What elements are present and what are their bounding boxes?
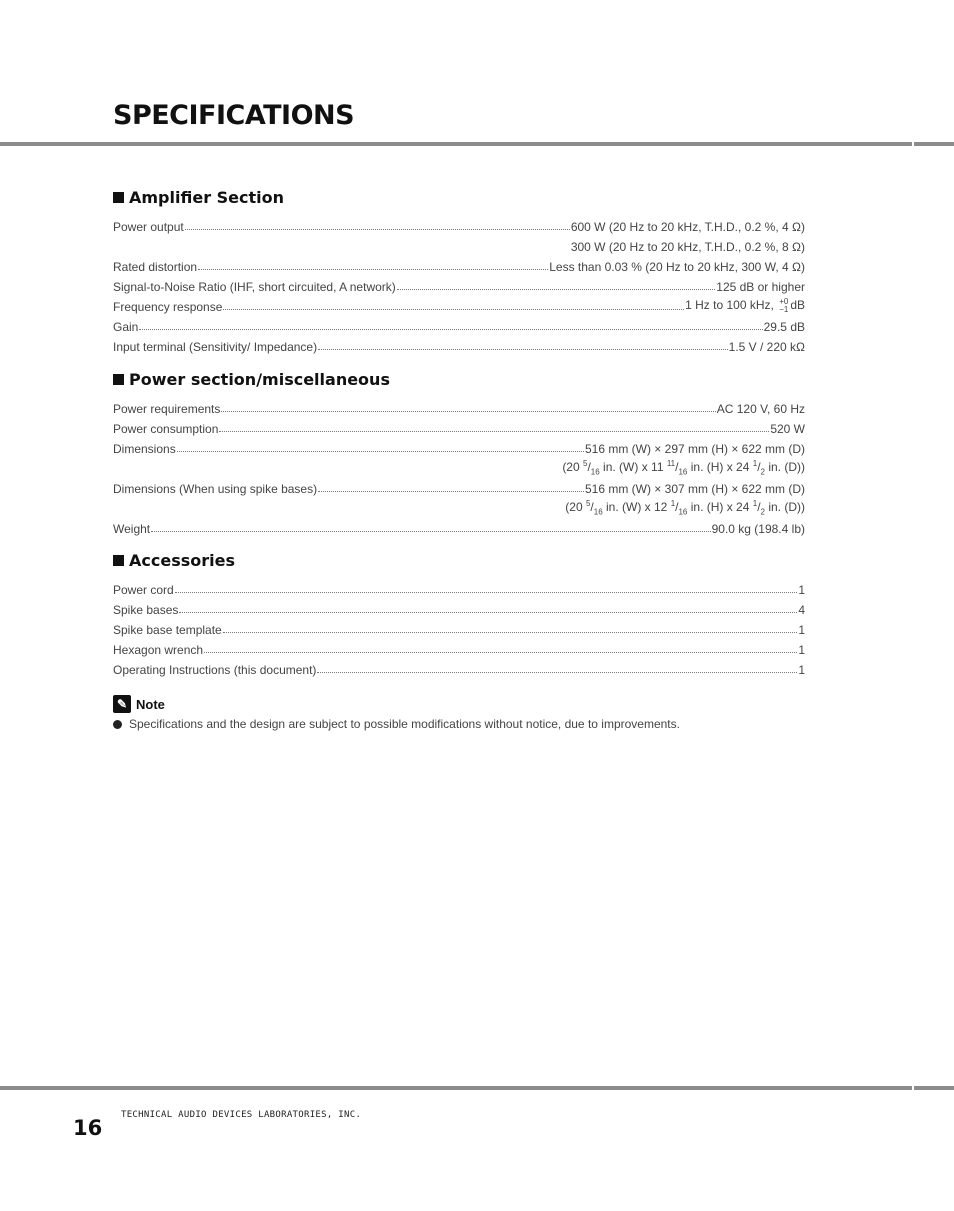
accessory-row: Spike base template 1 <box>113 623 805 637</box>
bullet-dot-icon <box>113 720 122 729</box>
spec-row-power-output-8ohm: 300 W (20 Hz to 20 kHz, T.H.D., 0.2 %, 8 Ω) <box>570 240 805 254</box>
page-number: 16 <box>73 1116 103 1140</box>
power-section <box>113 368 805 536</box>
spec-row-dimensions-spike: Dimensions (When using spike bases) 516 mm (W) × 307 mm (H) × 622 mm (D) <box>113 482 805 496</box>
spec-row-weight: Weight 90.0 kg (198.4 lb) <box>113 522 805 536</box>
bottom-rule-end <box>914 1086 954 1090</box>
spec-row-dimensions-inches: (20 $^5/_{16}$ in. (W) x 11 $^{11}/_{16}$ in. (H) x 24 $^1/_2$ in. (D)) <box>562 458 805 476</box>
accessories-heading: Accessories <box>113 549 805 571</box>
accessory-row: Hexagon wrench 1 <box>113 643 805 657</box>
square-bullet-icon <box>113 374 124 385</box>
spec-row-dimensions-spike-inches: (20 $^5/_{16}$ in. (W) x 12 $^1/_{16}$ in. (H) x 24 $^1/_2$ in. (D)) <box>565 498 805 516</box>
spec-row-input-terminal: Input terminal (Sensitivity/ Impedance) 1.5 V / 220 kΩ <box>113 340 805 354</box>
frequency-tolerance: +0 −1 <box>779 297 789 314</box>
page-title: SPECIFICATIONS <box>113 100 355 131</box>
note-box <box>113 694 833 733</box>
bottom-rule <box>0 1086 912 1090</box>
spec-row-snr: Signal-to-Noise Ratio (IHF, short circuited, A network) 125 dB or higher <box>113 280 805 294</box>
pencil-note-icon: ✎ <box>113 695 131 713</box>
accessories-section <box>113 549 805 677</box>
square-bullet-icon <box>113 192 124 203</box>
spec-row-frequency-response: Frequency response 1 Hz to 100 kHz, +0 −1 dB <box>113 297 805 314</box>
accessory-row: Power cord 1 <box>113 583 805 597</box>
top-rule-end <box>914 142 954 146</box>
top-rule <box>0 142 912 146</box>
amplifier-heading: Amplifier Section <box>113 186 805 208</box>
accessory-row: Spike bases 4 <box>113 603 805 617</box>
spec-row-rated-distortion: Rated distortion Less than 0.03 % (20 Hz to 20 kHz, 300 W, 4 Ω) <box>113 260 805 274</box>
power-heading: Power section/miscellaneous <box>113 368 805 390</box>
company-name: TECHNICAL AUDIO DEVICES LABORATORIES, INC. <box>121 1110 362 1120</box>
amplifier-section <box>113 186 805 354</box>
spec-row-dimensions: Dimensions 516 mm (W) × 297 mm (H) × 622 mm (D) <box>113 442 805 456</box>
spec-row-gain: Gain 29.5 dB <box>113 320 805 334</box>
spec-row-power-requirements: Power requirements AC 120 V, 60 Hz <box>113 402 805 416</box>
note-heading: ✎ Note <box>113 694 833 714</box>
accessory-row: Operating Instructions (this document) 1 <box>113 663 805 677</box>
spec-row-power-output: Power output 600 W (20 Hz to 20 kHz, T.H.D., 0.2 %, 4 Ω) <box>113 220 805 234</box>
square-bullet-icon <box>113 555 124 566</box>
note-item: Specifications and the design are subject to possible modifications without notice, due to improvements. <box>113 715 833 733</box>
spec-row-power-consumption: Power consumption 520 W <box>113 422 805 436</box>
